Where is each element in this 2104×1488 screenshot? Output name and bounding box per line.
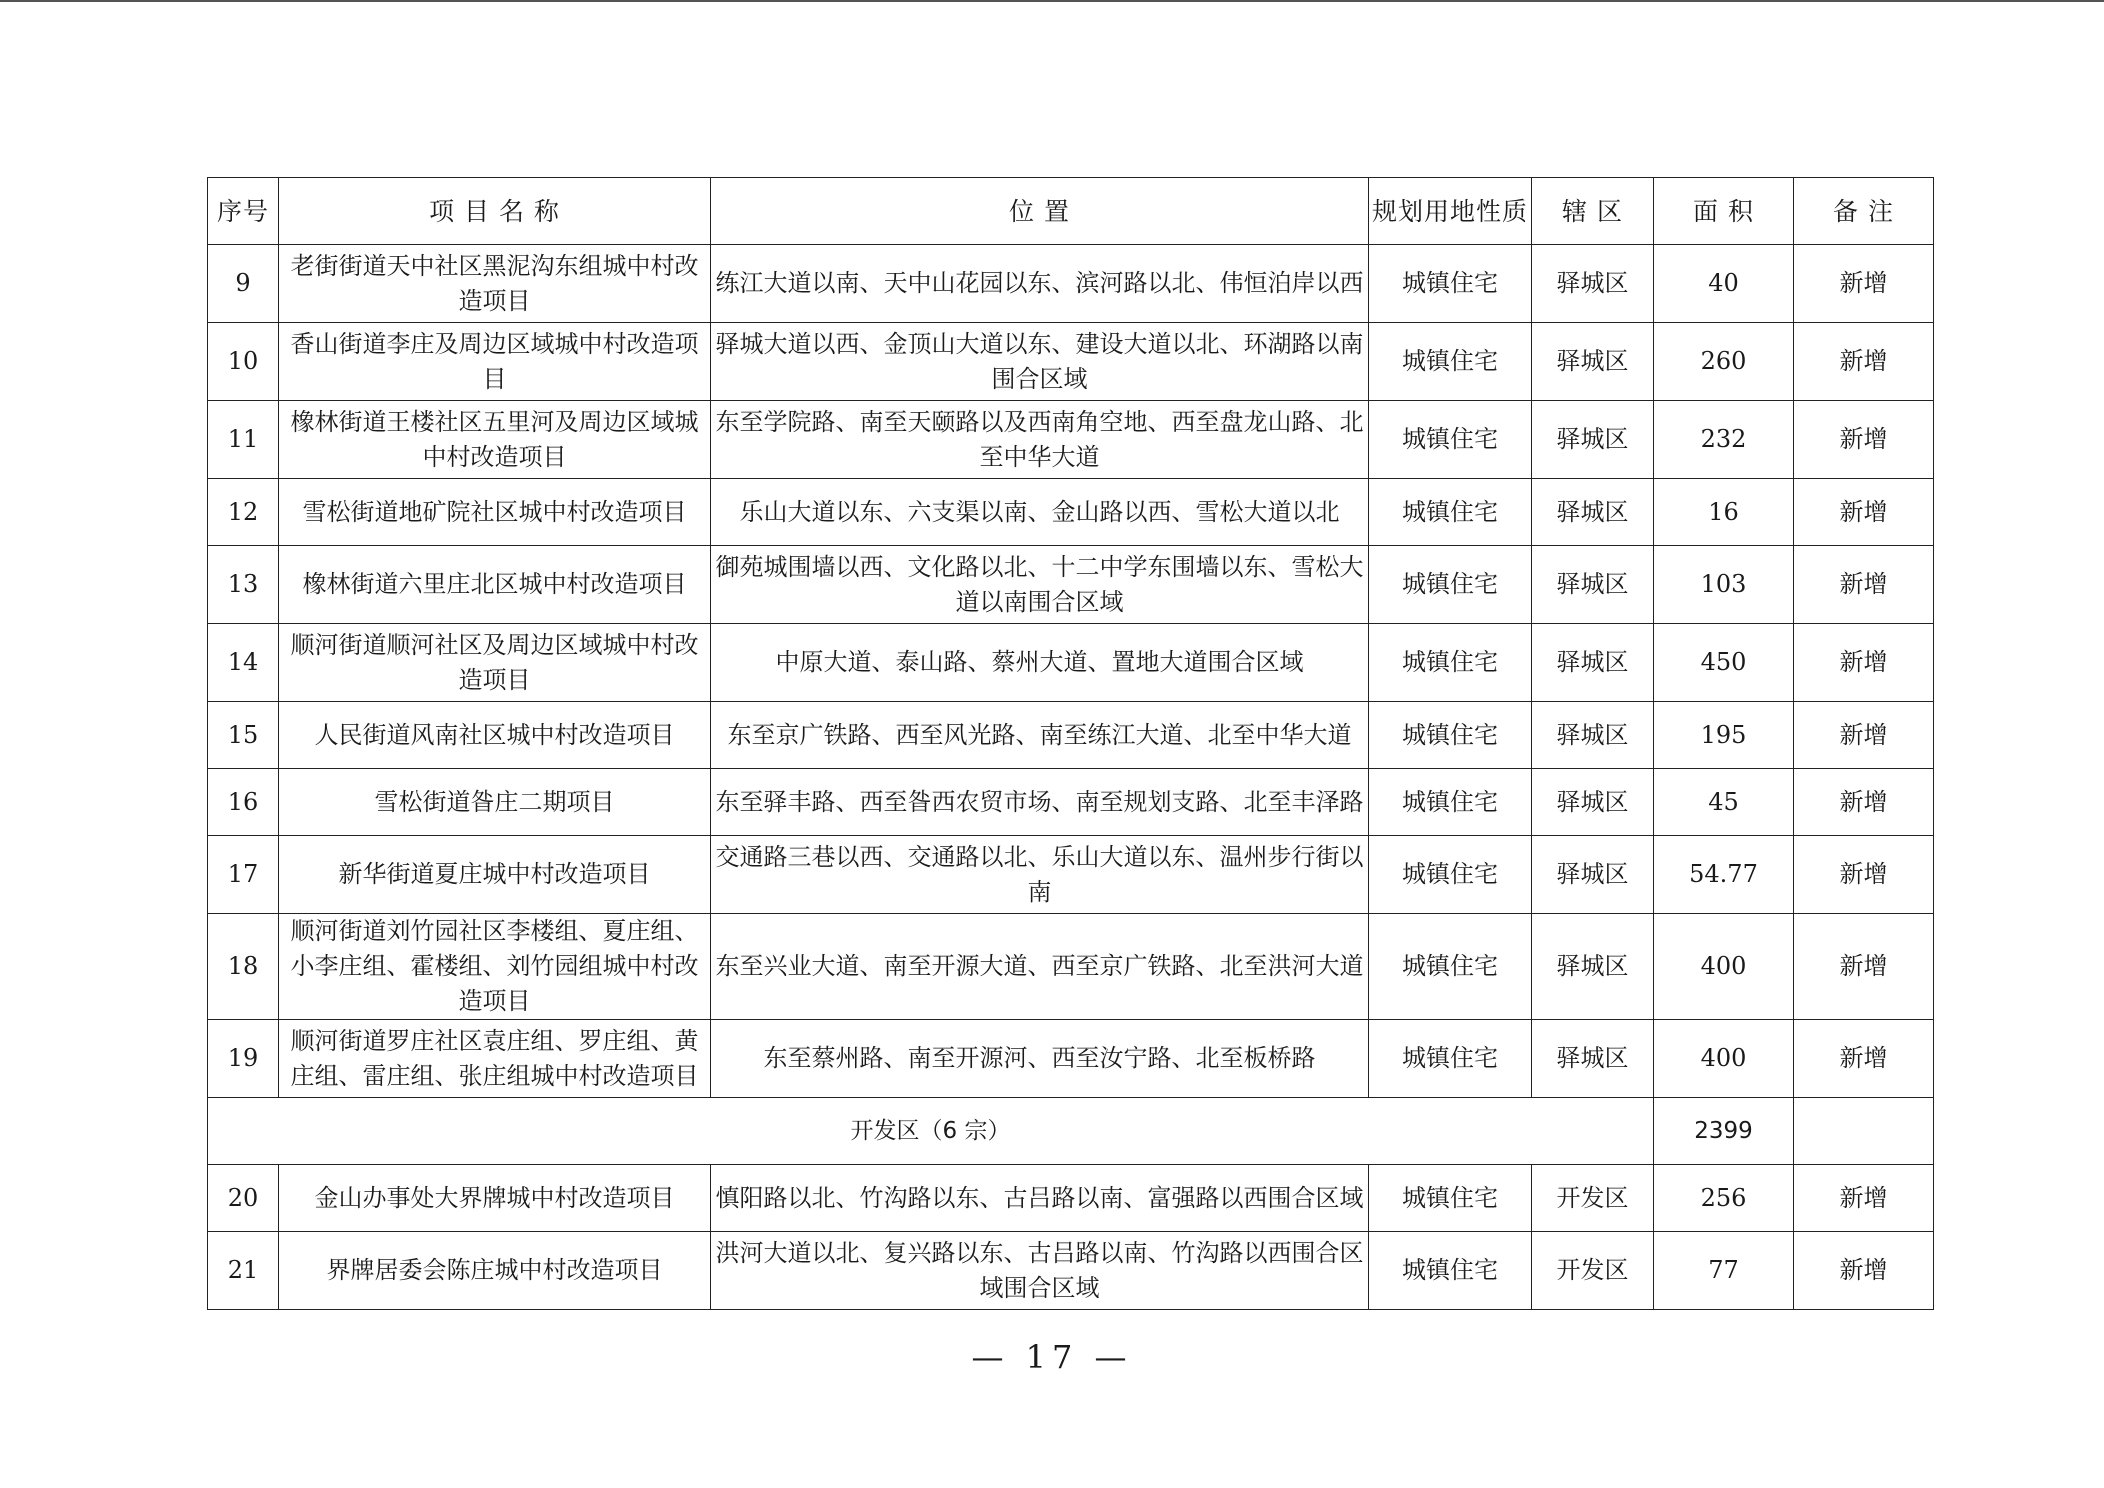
cell-district: 驿城区 xyxy=(1532,323,1654,401)
cell-no: 16 xyxy=(208,769,279,836)
cell-area: 45 xyxy=(1654,769,1794,836)
cell-name: 人民街道风南社区城中村改造项目 xyxy=(279,702,711,769)
cell-land-use: 城镇住宅 xyxy=(1369,323,1532,401)
land-use-table xyxy=(207,177,1934,1310)
cell-no: 14 xyxy=(208,624,279,702)
cell-area: 54.77 xyxy=(1654,836,1794,914)
header-area: 面 积 xyxy=(1654,178,1794,245)
cell-area: 450 xyxy=(1654,624,1794,702)
cell-location: 练江大道以南、天中山花园以东、滨河路以北、伟恒泊岸以西 xyxy=(711,245,1369,323)
cell-name: 雪松街道昝庄二期项目 xyxy=(279,769,711,836)
cell-note: 新增 xyxy=(1794,702,1934,769)
page-number: — 17 — xyxy=(971,1338,1133,1376)
cell-location: 东至兴业大道、南至开源大道、西至京广铁路、北至洪河大道 xyxy=(711,914,1369,1020)
cell-no: 19 xyxy=(208,1020,279,1098)
subtotal-row xyxy=(208,1098,1934,1165)
table-row xyxy=(208,401,1934,479)
cell-no: 21 xyxy=(208,1232,279,1310)
table-row xyxy=(208,1165,1934,1232)
cell-district: 驿城区 xyxy=(1532,401,1654,479)
cell-district: 驿城区 xyxy=(1532,245,1654,323)
cell-district: 驿城区 xyxy=(1532,769,1654,836)
cell-name: 顺河街道顺河社区及周边区域城中村改造项目 xyxy=(279,624,711,702)
cell-area: 400 xyxy=(1654,914,1794,1020)
header-name: 项 目 名 称 xyxy=(279,178,711,245)
cell-district: 开发区 xyxy=(1532,1232,1654,1310)
cell-land-use: 城镇住宅 xyxy=(1369,836,1532,914)
cell-note: 新增 xyxy=(1794,1165,1934,1232)
cell-name: 香山街道李庄及周边区域城中村改造项目 xyxy=(279,323,711,401)
cell-name: 顺河街道罗庄社区袁庄组、罗庄组、黄庄组、雷庄组、张庄组城中村改造项目 xyxy=(279,1020,711,1098)
top-border-line xyxy=(0,0,2104,2)
cell-location: 御苑城围墙以西、文化路以北、十二中学东围墙以东、雪松大道以南围合区域 xyxy=(711,546,1369,624)
header-no: 序号 xyxy=(208,178,279,245)
header-district: 辖 区 xyxy=(1532,178,1654,245)
cell-note: 新增 xyxy=(1794,1020,1934,1098)
cell-no: 17 xyxy=(208,836,279,914)
cell-location: 洪河大道以北、复兴路以东、古吕路以南、竹沟路以西围合区域围合区域 xyxy=(711,1232,1369,1310)
cell-area: 400 xyxy=(1654,1020,1794,1098)
cell-location: 驿城大道以西、金顶山大道以东、建设大道以北、环湖路以南围合区域 xyxy=(711,323,1369,401)
cell-name: 顺河街道刘竹园社区李楼组、夏庄组、小李庄组、霍楼组、刘竹园组城中村改造项目 xyxy=(279,914,711,1020)
cell-land-use: 城镇住宅 xyxy=(1369,245,1532,323)
cell-note: 新增 xyxy=(1794,245,1934,323)
cell-note: 新增 xyxy=(1794,479,1934,546)
cell-area: 232 xyxy=(1654,401,1794,479)
cell-note: 新增 xyxy=(1794,769,1934,836)
cell-district: 驿城区 xyxy=(1532,479,1654,546)
cell-name: 橡林街道王楼社区五里河及周边区域城中村改造项目 xyxy=(279,401,711,479)
table-row xyxy=(208,914,1934,1020)
cell-district: 开发区 xyxy=(1532,1165,1654,1232)
cell-district: 驿城区 xyxy=(1532,836,1654,914)
table-row xyxy=(208,702,1934,769)
cell-no: 11 xyxy=(208,401,279,479)
cell-area: 195 xyxy=(1654,702,1794,769)
cell-district: 驿城区 xyxy=(1532,914,1654,1020)
cell-no: 15 xyxy=(208,702,279,769)
cell-name: 橡林街道六里庄北区城中村改造项目 xyxy=(279,546,711,624)
cell-area: 103 xyxy=(1654,546,1794,624)
cell-note: 新增 xyxy=(1794,401,1934,479)
cell-location: 乐山大道以东、六支渠以南、金山路以西、雪松大道以北 xyxy=(711,479,1369,546)
cell-name: 老街街道天中社区黑泥沟东组城中村改造项目 xyxy=(279,245,711,323)
cell-location: 东至蔡州路、南至开源河、西至汝宁路、北至板桥路 xyxy=(711,1020,1369,1098)
cell-land-use: 城镇住宅 xyxy=(1369,479,1532,546)
header-note: 备 注 xyxy=(1794,178,1934,245)
table-header-row xyxy=(208,178,1934,245)
subtotal-area: 2399 xyxy=(1654,1098,1794,1165)
cell-land-use: 城镇住宅 xyxy=(1369,1165,1532,1232)
table-row xyxy=(208,624,1934,702)
cell-location: 交通路三巷以西、交通路以北、乐山大道以东、温州步行街以南 xyxy=(711,836,1369,914)
cell-district: 驿城区 xyxy=(1532,624,1654,702)
cell-name: 雪松街道地矿院社区城中村改造项目 xyxy=(279,479,711,546)
cell-land-use: 城镇住宅 xyxy=(1369,914,1532,1020)
cell-location: 中原大道、泰山路、蔡州大道、置地大道围合区域 xyxy=(711,624,1369,702)
cell-district: 驿城区 xyxy=(1532,1020,1654,1098)
cell-area: 40 xyxy=(1654,245,1794,323)
cell-area: 256 xyxy=(1654,1165,1794,1232)
cell-land-use: 城镇住宅 xyxy=(1369,546,1532,624)
cell-land-use: 城镇住宅 xyxy=(1369,401,1532,479)
cell-no: 18 xyxy=(208,914,279,1020)
cell-note: 新增 xyxy=(1794,323,1934,401)
cell-no: 12 xyxy=(208,479,279,546)
table-row xyxy=(208,1020,1934,1098)
cell-location: 东至驿丰路、西至昝西农贸市场、南至规划支路、北至丰泽路 xyxy=(711,769,1369,836)
cell-district: 驿城区 xyxy=(1532,702,1654,769)
header-land-use: 规划用地性质 xyxy=(1369,178,1532,245)
table-row xyxy=(208,769,1934,836)
cell-note: 新增 xyxy=(1794,546,1934,624)
cell-district: 驿城区 xyxy=(1532,546,1654,624)
cell-area: 77 xyxy=(1654,1232,1794,1310)
cell-land-use: 城镇住宅 xyxy=(1369,1232,1532,1310)
cell-name: 金山办事处大界牌城中村改造项目 xyxy=(279,1165,711,1232)
cell-no: 20 xyxy=(208,1165,279,1232)
header-location: 位 置 xyxy=(711,178,1369,245)
cell-name: 界牌居委会陈庄城中村改造项目 xyxy=(279,1232,711,1310)
subtotal-label: 开发区（6 宗） xyxy=(208,1098,1654,1165)
table-row xyxy=(208,323,1934,401)
cell-area: 16 xyxy=(1654,479,1794,546)
table-row xyxy=(208,836,1934,914)
table-row xyxy=(208,479,1934,546)
table-row xyxy=(208,546,1934,624)
cell-location: 东至京广铁路、西至风光路、南至练江大道、北至中华大道 xyxy=(711,702,1369,769)
cell-area: 260 xyxy=(1654,323,1794,401)
cell-no: 9 xyxy=(208,245,279,323)
table-row xyxy=(208,245,1934,323)
cell-no: 10 xyxy=(208,323,279,401)
cell-note: 新增 xyxy=(1794,836,1934,914)
cell-land-use: 城镇住宅 xyxy=(1369,702,1532,769)
cell-location: 慎阳路以北、竹沟路以东、古吕路以南、富强路以西围合区域 xyxy=(711,1165,1369,1232)
subtotal-note xyxy=(1794,1098,1934,1165)
cell-note: 新增 xyxy=(1794,914,1934,1020)
table-row xyxy=(208,1232,1934,1310)
cell-note: 新增 xyxy=(1794,624,1934,702)
cell-land-use: 城镇住宅 xyxy=(1369,769,1532,836)
cell-land-use: 城镇住宅 xyxy=(1369,624,1532,702)
cell-note: 新增 xyxy=(1794,1232,1934,1310)
cell-name: 新华街道夏庄城中村改造项目 xyxy=(279,836,711,914)
cell-location: 东至学院路、南至天颐路以及西南角空地、西至盘龙山路、北至中华大道 xyxy=(711,401,1369,479)
cell-land-use: 城镇住宅 xyxy=(1369,1020,1532,1098)
cell-no: 13 xyxy=(208,546,279,624)
